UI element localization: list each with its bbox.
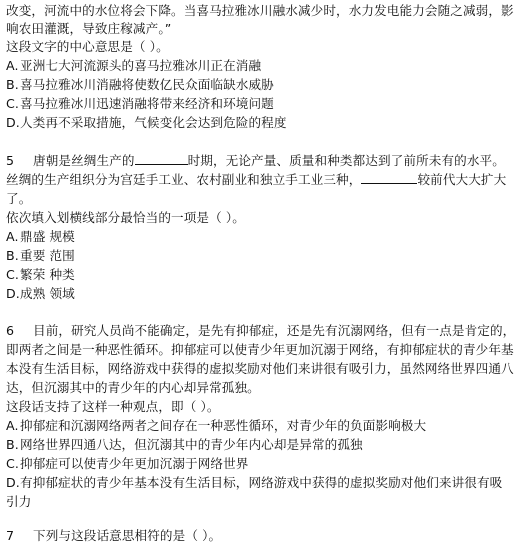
option-d-continuation: 引力 <box>6 494 32 509</box>
passage-line: 改变，河流中的水位将会下降。当喜马拉雅冰川融水减少时，水力发电能力会随之减弱，影 <box>6 3 514 18</box>
question-5-line <box>6 152 516 170</box>
option-text: 喜马拉雅冰川消融将使数亿民众面临缺水威胁 <box>20 77 274 92</box>
option-c <box>6 455 516 473</box>
option-d <box>6 474 516 492</box>
option-text: 亚洲七大河流源头的喜马拉雅冰川正在消融 <box>20 58 262 73</box>
question-prompt: 下列与这段话意思相符的是（ ）。 <box>33 528 222 543</box>
option-a <box>6 417 516 435</box>
fill-blank <box>361 171 417 184</box>
passage-text: 丝绸的生产组织分为宫廷手工业、农村副业和独立手工业三种， <box>6 172 362 187</box>
option-letter: D. <box>6 475 20 490</box>
passage-line <box>6 171 516 189</box>
option-b <box>6 436 516 454</box>
option-letter: C. <box>6 456 19 471</box>
option-text: 鼎盛 规模 <box>20 229 75 244</box>
question-6-line <box>6 322 516 340</box>
option-d <box>6 285 516 303</box>
option-text: 重要 范围 <box>20 248 75 263</box>
option-b <box>6 247 516 265</box>
option-d <box>6 114 516 132</box>
option-text: 喜马拉雅冰川迅速消融将带来经济和环境问题 <box>20 96 274 111</box>
question-7-line <box>6 527 516 545</box>
option-text: 有抑郁症状的青少年基本没有生活目标，网络游戏中获得的虚拟奖励对他们来讲很有吸 <box>20 475 503 490</box>
option-text: 抑郁症和沉溺网络两者之间存在一种恶性循环，对青少年的负面影响极大 <box>20 418 427 433</box>
question-prompt: 依次填入划横线部分最恰当的一项是（ ）。 <box>6 210 245 225</box>
option-c <box>6 266 516 284</box>
option-text: 繁荣 种类 <box>20 267 75 282</box>
option-letter: B. <box>6 437 19 452</box>
passage-text: 唐朝是丝绸生产的 <box>33 153 135 168</box>
option-text: 人类再不采取措施，气候变化会达到危险的程度 <box>20 115 287 130</box>
option-text: 抑郁症可以使青少年更加沉溺于网络世界 <box>20 456 249 471</box>
passage-line: 达，但沉溺其中的青少年的内心却异常孤独。 <box>6 380 260 395</box>
passage-line: 响农田灌溉，导致庄稼减产。” <box>6 21 172 36</box>
passage-line: 即两者之间是一种恶性循环。抑郁症可以使青少年更加沉溺于网络，有抑郁症状的青少年基 <box>6 342 514 357</box>
option-letter: D. <box>6 286 20 301</box>
option-text: 网络世界四通八达，但沉溺其中的青少年内心却是异常的孤独 <box>20 437 363 452</box>
option-letter: A. <box>6 229 19 244</box>
option-a <box>6 228 516 246</box>
question-prompt: 这段话支持了这样一种观点，即（ ）。 <box>6 399 220 414</box>
passage-text: 时期，无论产量、质量和种类都达到了前所未有的水平。 <box>187 153 505 168</box>
option-letter: B. <box>6 248 19 263</box>
option-letter: B. <box>6 77 19 92</box>
option-a <box>6 57 516 75</box>
question-prompt: 这段文字的中心意思是（ ）。 <box>6 39 169 54</box>
option-b <box>6 76 516 94</box>
passage-line: 本没有生活目标，网络游戏中获得的虚拟奖励对他们来讲很有吸引力，虽然网络世界四通八 <box>6 361 514 376</box>
option-letter: D. <box>6 115 20 130</box>
option-letter: C. <box>6 96 19 111</box>
question-number: 7 <box>6 528 15 543</box>
option-letter: C. <box>6 267 19 282</box>
passage-text: 目前，研究人员尚不能确定，是先有抑郁症，还是先有沉溺网络，但有一点是肯定的， <box>33 323 516 338</box>
question-number: 5 <box>6 153 15 168</box>
option-c <box>6 95 516 113</box>
option-letter: A. <box>6 418 19 433</box>
passage-line: 了。 <box>6 191 32 206</box>
option-text: 成熟 领域 <box>20 286 75 301</box>
option-letter: A. <box>6 58 19 73</box>
fill-blank <box>135 152 188 165</box>
question-number: 6 <box>6 323 15 338</box>
passage-text: 较前代大大扩大 <box>417 172 507 187</box>
